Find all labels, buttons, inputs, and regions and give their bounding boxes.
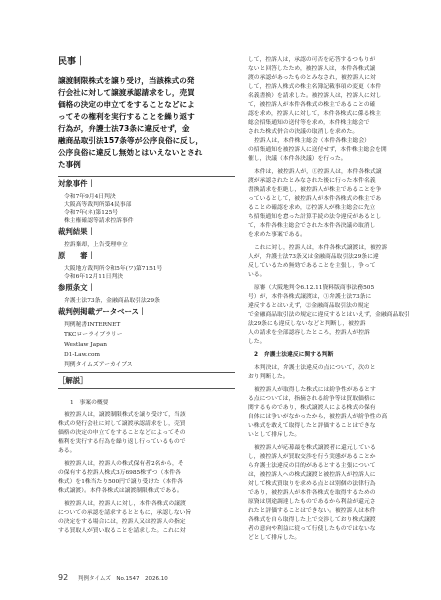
body-line: いとして排斥した。 [248,432,301,438]
info-line: 大阪高等裁判所第4民事部 [64,202,132,208]
body-line: 各株式を自ら取得した上で交渉しており株式譲渡 [248,517,376,523]
body-line: は，被控訴人への株式譲渡と被控訴人が控訴人に [248,472,376,478]
case-title-line: 融商品取引法157条等が公序良俗に反し， [58,136,203,145]
body-line: 号）が，本件各株式譲渡は，①弁護士法73条に [248,294,372,300]
body-line: 被控訴人が応募最を株式譲渡者に還元している [254,445,376,451]
body-line: どとして排斥した。 [248,535,301,541]
body-line: の保有する控訴人株式3万6985株ずつ（本件各 [58,470,181,476]
sub-heading: 1 事案の概要 [70,400,109,406]
body-line: 被控訴人は，譲渡制限株式を譲り受けて，当該 [64,412,186,418]
body-line: であり，被控訴人が本件各株式を取得するための [248,490,376,496]
case-title-line: 譲渡制限株式を譲り受け，当該株式の発 [58,76,195,85]
body-line: 催し，決議（本件各決議）を行った。 [248,156,347,162]
body-line: し，被控訴人が買取交渉を行う実態があることか [248,454,376,460]
body-line: 自体には争いがなかったから，被控訴人が紛争性の高 [248,414,388,420]
body-line: 関するものであり，株式譲渡人による株式の保有 [248,405,376,411]
body-line: 権利を実行する行為を繰り返し行っているもので [58,439,186,445]
case-title-line: 公序良俗に違反し無効とはいえないとされ [58,148,203,157]
info-line: D1-Law.com [64,352,100,358]
body-line: おり判断した。 [248,374,289,380]
body-line: ち招集通知を怠った計算手続の法令違反があるとし [248,214,382,220]
body-line: いる。 [248,272,266,278]
body-line: これに対し，控訴人は，本件各株式譲渡は，被控訴 [254,245,388,251]
body-line: 反しているため無効であることを主張し，争って [248,263,376,269]
info-line: 令和7年9月4日判決 [64,194,116,200]
body-line: で金融商品取引法の規定に違反するとはいえず，金融商品取引 [248,312,410,318]
case-title-line: た事例 [58,160,81,169]
page-number: 92 [58,573,69,582]
body-line: 被控訴人が取得した株式には紛争性があるとす [254,387,376,393]
case-title-line: 行為が，弁護士法73条に違反せず，金 [58,124,190,133]
heading-commentary: ［解説］ [58,376,88,385]
body-line: して，控訴人株式の株主名簿記載事項の変更（本件 [248,84,382,90]
heading-target-case: 対象事件｜ [58,179,95,188]
section-divider [58,388,235,389]
info-line: 判例秘書INTERNET [64,322,121,328]
body-line: 株式の発行会社に対して譲渡承認請求をし，売買 [58,421,186,427]
body-line: の招集通知を被控訴人に送付せず，本件株主総会を開 [248,147,387,153]
body-line: 者の意向や利益に従って行使したものではないな [248,526,376,532]
body-line: 認を求め，控訴人に対して，本件各株式に係る株主 [248,111,381,117]
body-line: 渡が承認されたとみなされた後に行った本件名義 [248,178,376,184]
body-line: 控訴人は，本件株主総会（本件各株主総会） [254,138,370,144]
sub-heading: 2 弁護士法違反に関する判断 [254,352,334,358]
body-line: 名義書換）を請求した。被控訴人は，控訴人に対し [248,93,382,99]
body-line: 原審（大阪地判令6.12.11資料版商事法務505 [254,285,375,291]
info-line: 株主権確認等請求控訴事件 [64,218,134,224]
info-line: 令和6年12月11日判決 [64,274,124,280]
body-line: て，被控訴人が本件各株式の株主であることの確 [248,102,376,108]
info-line: TKCローライブラリー [64,332,123,338]
body-line: 人の請求を全部認容したところ，控訴人が控訴 [248,330,370,336]
info-line: 弁護士法73条，金融商品取引法29条 [64,298,160,304]
info-line: 令和7年(ネ)第125号 [64,210,119,216]
body-line: した。 [248,339,266,345]
body-line: 人が，弁護士法73条又は金融商品取引法29条に違 [248,254,379,260]
body-line: の決定をする場合には，控訴人又は控訴人の指定 [58,519,186,525]
body-line: 総会招集通知の送付等を求め，本件株主総会で [248,120,370,126]
body-line: 被控訴人は，控訴人の株式保有者2名から，そ [64,461,184,467]
info-line: Westlaw Japan [64,342,108,348]
body-line: 書換請求を拒絶し，被控訴人が株主であることを争 [248,187,382,193]
body-line: 株式譲渡）。本件各株式は譲渡制限株式である。 [58,488,183,494]
case-title-line: 価格の決定の申立てをすることなどによ [58,100,195,109]
info-line: 大阪地方裁判所令和5年(ワ)第7151号 [64,266,163,272]
body-line: っているとして，被控訴人が本件各株式の株主であ [248,196,382,202]
body-line: して，控訴人は，承認の可否を応答するつもりが [248,57,376,63]
body-line: ることの確認を求め，②控訴人が株主総会に先立 [248,205,376,211]
body-line: 渡の承認があったものとみなされ，被控訴人に対 [248,75,376,81]
body-line: い株式を敢えて取得したと評価することはできな [248,423,376,429]
body-line: についての承認を請求するとともに，承認しない旨 [58,510,192,516]
body-line: 被控訴人は，控訴人に対し，本件各株式の譲渡 [64,501,186,507]
body-line: て，本件各株主総会でされた本件各決議の取消し [248,223,376,229]
body-line: ら弁護士法違反の目的があるとする主張について [248,463,376,469]
body-line: された株式併合の決議の取消しを求めた。 [248,129,359,135]
section-divider [58,372,235,373]
body-line: れたと評価することはできない。被控訴人は本件 [248,508,376,514]
body-line: ないと回答したため，被控訴人は，本件各株式譲 [248,66,376,72]
heading-articles: 参照条文｜ [58,283,95,292]
body-line: 本件は，被控訴人が，①控訴人は，本件各株式譲 [254,169,382,175]
body-line: 違反するとはいえず，②金融商品取引法の規定 [248,303,370,309]
section-divider [58,176,235,177]
section-label-minji: 民事｜ [58,57,86,67]
info-line: 控訴棄却，上告受理申立 [64,242,128,248]
body-line: 法29条にも違反しないなどと判断し，被控訴 [248,321,366,327]
body-line: を求めた事案である。 [248,232,306,238]
body-line: 価格の決定の申立てをすることなどによってその [58,430,186,436]
info-line: 判例タイムズアーカイブス [64,362,133,368]
body-line: 株式）を1株当たり500円で譲り受けた（本件各 [58,479,183,485]
page-footer [58,573,168,582]
journal-info: 判例タイムズ No.1547 2026.10 [77,576,168,582]
body-line: 原資は別途調達したものであるから利益が還元さ [248,499,376,505]
body-line: 本判決は，弁護士法違反の点について，次のと [254,365,376,371]
case-title-line: 行会社に対して譲渡承認請求をし，売買 [58,88,195,97]
heading-original: 原 審｜ [58,251,95,260]
body-line: する買取人が買い取ることを請求した。これに対 [58,528,186,534]
heading-database: 裁判例掲載データベース｜ [58,307,147,316]
case-title-line: ってその権利を実行することを繰り返す [58,112,195,121]
heading-result: 裁判結果｜ [58,227,95,236]
body-line: 対して株式買取りを求める点とは別個の法律行為 [248,481,376,487]
body-line: ある。 [58,448,76,454]
body-line: る点については，指摘される紛争等は買取価格に [248,396,376,402]
